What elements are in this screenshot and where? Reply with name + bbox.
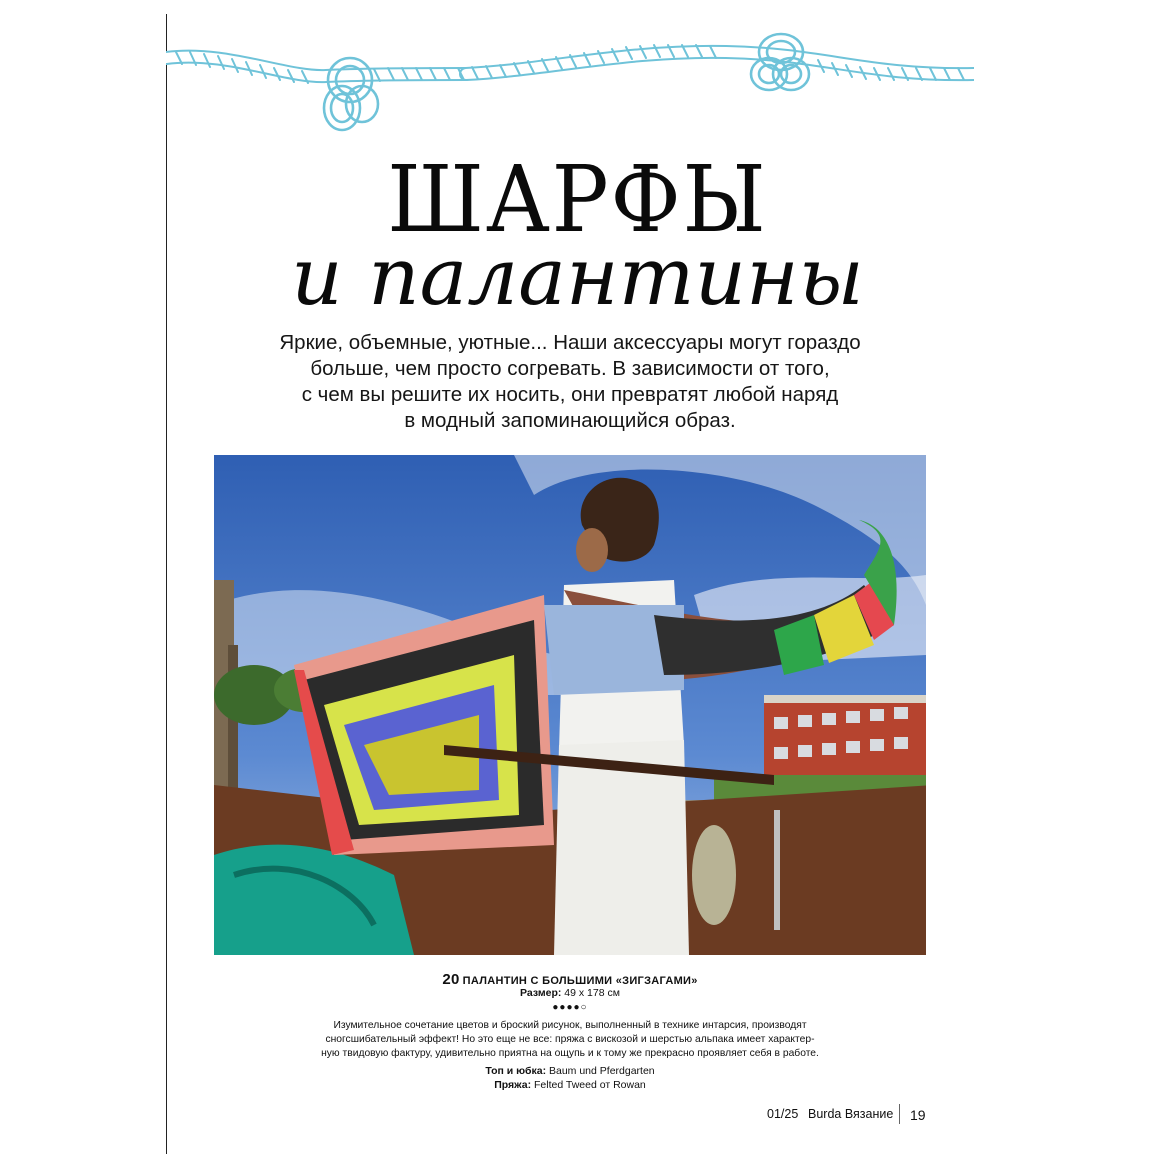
- rope-decoration-icon: [166, 30, 974, 140]
- lead-line: с чем вы решите их носить, они превратят любой наряд: [301, 383, 839, 406]
- folio-divider: [899, 1104, 900, 1124]
- size-label: Размер:: [520, 987, 562, 999]
- size-value: 49 х 178 см: [564, 987, 620, 999]
- pattern-title: ПАЛАНТИН С БОЛЬШИМИ «ЗИГЗАГАМИ»: [462, 975, 698, 987]
- credit-value: Felted Tweed от Rowan: [533, 1079, 646, 1091]
- credit-label: Топ и юбка:: [485, 1065, 547, 1077]
- caption-size: [214, 987, 926, 999]
- credit-value: Baum und Pferdgarten: [548, 1065, 655, 1077]
- caption-heading: [214, 971, 926, 988]
- issue-number: 01/25: [767, 1107, 799, 1121]
- magazine-name: Burda Вязание: [808, 1107, 894, 1121]
- lead-paragraph: [200, 330, 940, 434]
- lead-line: больше, чем просто согревать. В зависимости от того,: [310, 357, 830, 380]
- description-line: сногсшибательный эффект! Но это еще не все: пряжа с вискозой и шерстью альпака имеет характер-: [325, 1034, 815, 1045]
- description-line: Изумительное сочетание цветов и броский рисунок, выполненный в технике интарсия, производят: [333, 1020, 807, 1031]
- knitted-zigzag-wrap-photo: [214, 455, 926, 955]
- difficulty-rating: ●●●●○: [552, 1002, 588, 1013]
- credit-label: Пряжа:: [494, 1079, 532, 1091]
- pattern-number: 20: [442, 971, 460, 988]
- lead-line: Яркие, объемные, уютные... Наши аксессуары могут гораздо: [279, 331, 861, 354]
- credit-clothing: [214, 1065, 926, 1077]
- page-title: ШАРФЫ: [387, 146, 768, 253]
- description-line: ную твидовую фактуру, удивительно приятна на ощупь и к тому же прекрасно проявляет себя в работе.: [321, 1048, 819, 1059]
- lead-line: в модный запоминающийся образ.: [404, 409, 736, 432]
- credit-yarn: [214, 1079, 926, 1091]
- caption-description: [214, 1019, 926, 1061]
- page-number: 19: [910, 1107, 926, 1123]
- page-subtitle: и палантины: [291, 230, 864, 323]
